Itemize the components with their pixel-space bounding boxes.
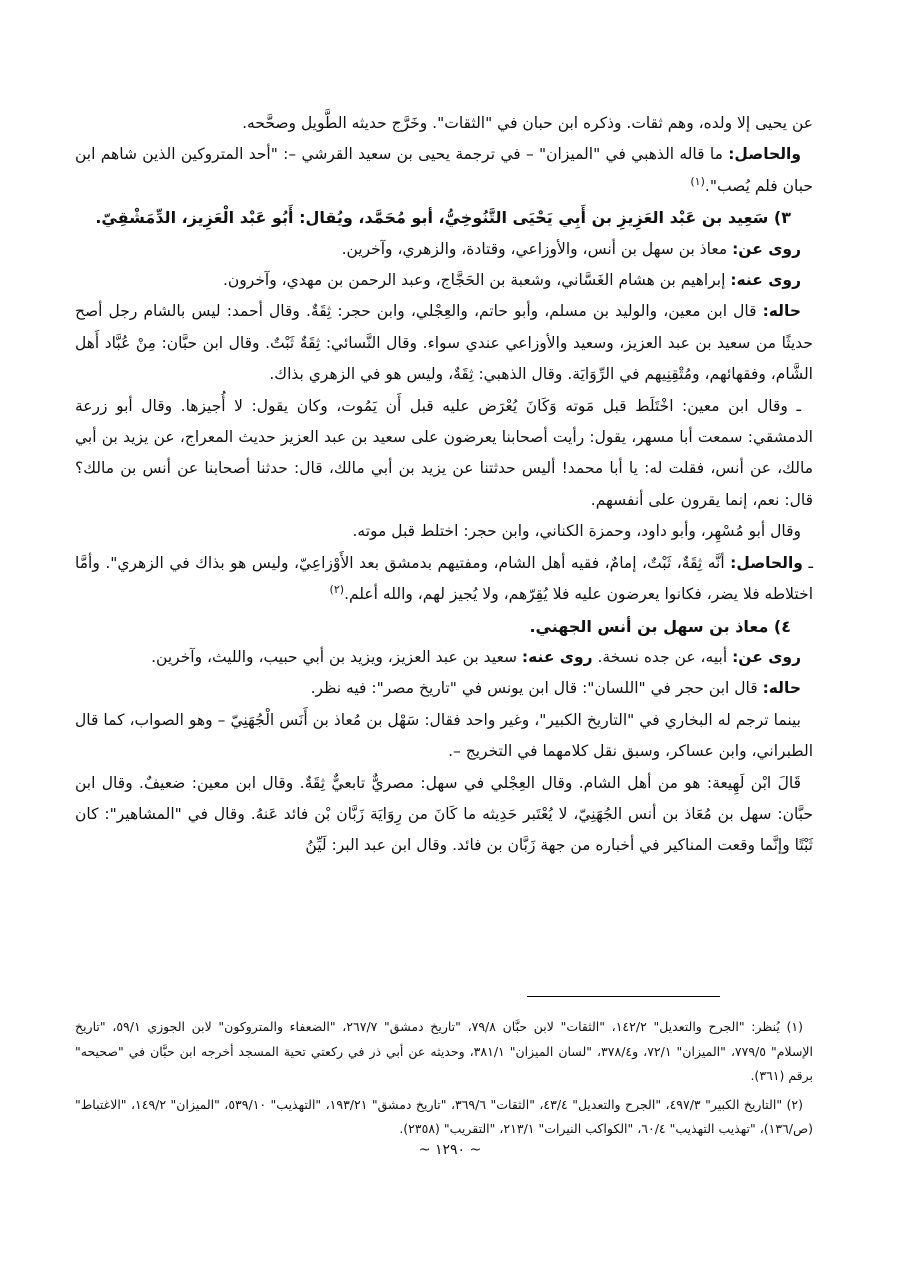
- conclusion-label: والحاصل:: [728, 145, 801, 164]
- footnote-ref-2[interactable]: (٢): [329, 582, 345, 596]
- paragraph-ibn-lahia: قَالَ ابْن لَهِيعة: هو من أهل الشام. وقال العِجْلي في سهل: مصريٌّ تابعيٌّ ثِقَةٌ. وقال ابن معين: ضعيفٌ. وقال ابن حبَّان: سهل بن مُعَاذ بن أنس الجُهَنِيّ، لا يُعْتَبر حَدِيثه ما كَانَ من رِوَايَة زَبَّان بْن فائد عَنهُ. وقال في "المشاهير": كان ثَبْتًا وإنَّما وقعت المناكير في أخباره من جهة زَبَّان بن فائد. وقال ابن عبد البر: لَيِّنُ: [75, 773, 813, 855]
- narrated-by-3: روى عنه: إبراهيم بن هشام الغَسَّاني، وشعبة بن الحَجَّاج، وعبد الرحمن بن مهدي، وآخرون.: [222, 271, 801, 290]
- status-4: حاله: قال ابن حجر في "اللسان": قال ابن يونس في "تاريخ مصر": فيه نظر.: [310, 679, 801, 698]
- paragraph-conclusion-1: والحاصل: ما قاله الذهبي في "الميزان" – في ترجمة يحيى بن سعيد القرشي –: "أحد المتروكين الذين شاهم ابن حبان فلم يُصب".$^{(١)}$: [75, 145, 813, 195]
- paragraph-1: عن يحيى إلا ولده، وهم ثقات. وذكره ابن حبان في "الثقات". وخَرَّج حديثه الطَّويل وصحَّحه.: [242, 114, 813, 132]
- page-number: ~ ١٢٩٠ ~: [418, 1142, 482, 1158]
- footnotes: [75, 1015, 813, 1142]
- page-body: [75, 108, 813, 862]
- status-3: حاله: قال ابن معين، والوليد بن مسلم، وأبو حاتم، والعِجْلي، وابن حجر: ثِقَةٌ. وقال أحمد: ليس بالشام رجل أصح حديثًا من سعيد بن عبد العزيز، وسعيد والأوزاعي عندي سواء. وقال النَّسائي: ثِقَةٌ ثَبْتٌ. وقال ابن حبَّان: مِنْ عُبَّاد أَهل الشَّام، وفقهائهم، ومُتْقِنِيهم في الرِّوَايَة. وقال الذهبي: ثِقَةٌ، وليس هو في الزهري بذاك.: [75, 302, 813, 384]
- narrated-from-3: روى عن: معاذ بن سهل بن أنس، والأوزاعي، وقتادة، والزهري، وآخرين.: [341, 239, 801, 258]
- paragraph-ikhtilat: ـ وقال ابن معين: اخْتَلَط قبل مَوته وَكَانَ يُعْرَض عليه قبل أَن يَمُوت، وكان يقول: لا أُجيزها. وقال أبو زرعة الدمشقي: سمعت أبا مسهر، يقول: رأيت أصحابنا يعرضون على سعيد بن عبد العزيز حديث المعراج، عن يزيد بن أبي مالك، عن أنس، فقلت له: يا أبا محمد! أليس حدثتنا عن يزيد بن أبي مالك، قال: حدثنا أصحابنا عن أنس بن مالك؟ قال: نعم، إنما يقرون على أنفسهم.: [75, 396, 813, 509]
- paragraph-abu-mushir: وقال أبو مُسْهِر، وأبو داود، وحمزة الكناني، وابن حجر: اختلط قبل موته.: [352, 522, 801, 541]
- narrator-heading-4: ٤) معاذ بن سهل بن أنس الجهني.: [529, 616, 791, 636]
- footnote-1: (١) يُنظر: "الجرح والتعديل" ١٤٢/٢، "الثقات" لابن حبَّان ٧٩/٨، "تاريخ دمشق" ٢٦٧/٧، "الضعفاء والمتروكون" لابن الجوزي ٥٩/١، "تاريخ الإسلام" ٧٧٩/٥، "الميزان" ٧٢/١، و٣٧٨/٤، "لسان الميزان" ٣٨١/١، وحديثه عن أبي ذر في ركعتي تحية المسجد أخرجه ابن حبَّان في "صحيحه" برقم (٣٦١).: [75, 1019, 814, 1084]
- paragraph-bukhari: بينما ترجم له البخاري في "التاريخ الكبير"، وغير واحد فقال: سَهْل بن مُعاذ بن أَنَس الْجُهَنِيّ – وهو الصواب، كما قال الطبراني، وابن عساكر، وسبق نقل كلامهما في التخريج –.: [75, 710, 813, 761]
- narration-4: روى عن: أبيه، عن جده نسخة. روى عنه: سعيد بن عبد العزيز، ويزيد بن أبي حبيب، والليث، وآخرين.: [151, 647, 801, 666]
- footnote-separator: [527, 996, 720, 997]
- paragraph-conclusion-3: ـ والحاصل: أنَّه ثِقَةٌ، ثَبْتٌ، إمامٌ، فقيه أهل الشام، ومفتيهم بدمشق بعد الأَوْزاعِيّ، وليس هو بذاك في الزهري". وأمَّا اختلاطه فلا يضر، فكانوا يعرضون عليه فلا يُقِرّهم، ولا يُجيز لهم، والله أعلم.$^{(٢)}$: [75, 553, 813, 604]
- footnote-2: (٢) "التاريخ الكبير" ٤٩٧/٣، "الجرح والتعديل" ٤٣/٤، "الثقات" ٣٦٩/٦، "تاريخ دمشق" ١٩٣/٢١، "التهذيب" ٥٣٩/١٠، "الميزان" ١٤٩/٢، "الاغتباط" (ص/١٣٦)، "تهذيب التهذيب" ٦٠/٤، "الكواكب النيرات" ٢١٣/١، "التقريب" (٢٣٥٨).: [75, 1096, 813, 1137]
- narrator-heading-3: ٣) سَعِيد بن عَبْد العَزِيزِ بن أَبِي يَحْيَى التَّنُوخِيُّ، أبو مُحَمَّد، ويُقال: أَبُو عَبْد الْعَزِيز، الدِّمَشْقِيّ.: [95, 208, 791, 228]
- footnote-ref-1[interactable]: (١): [690, 174, 705, 188]
